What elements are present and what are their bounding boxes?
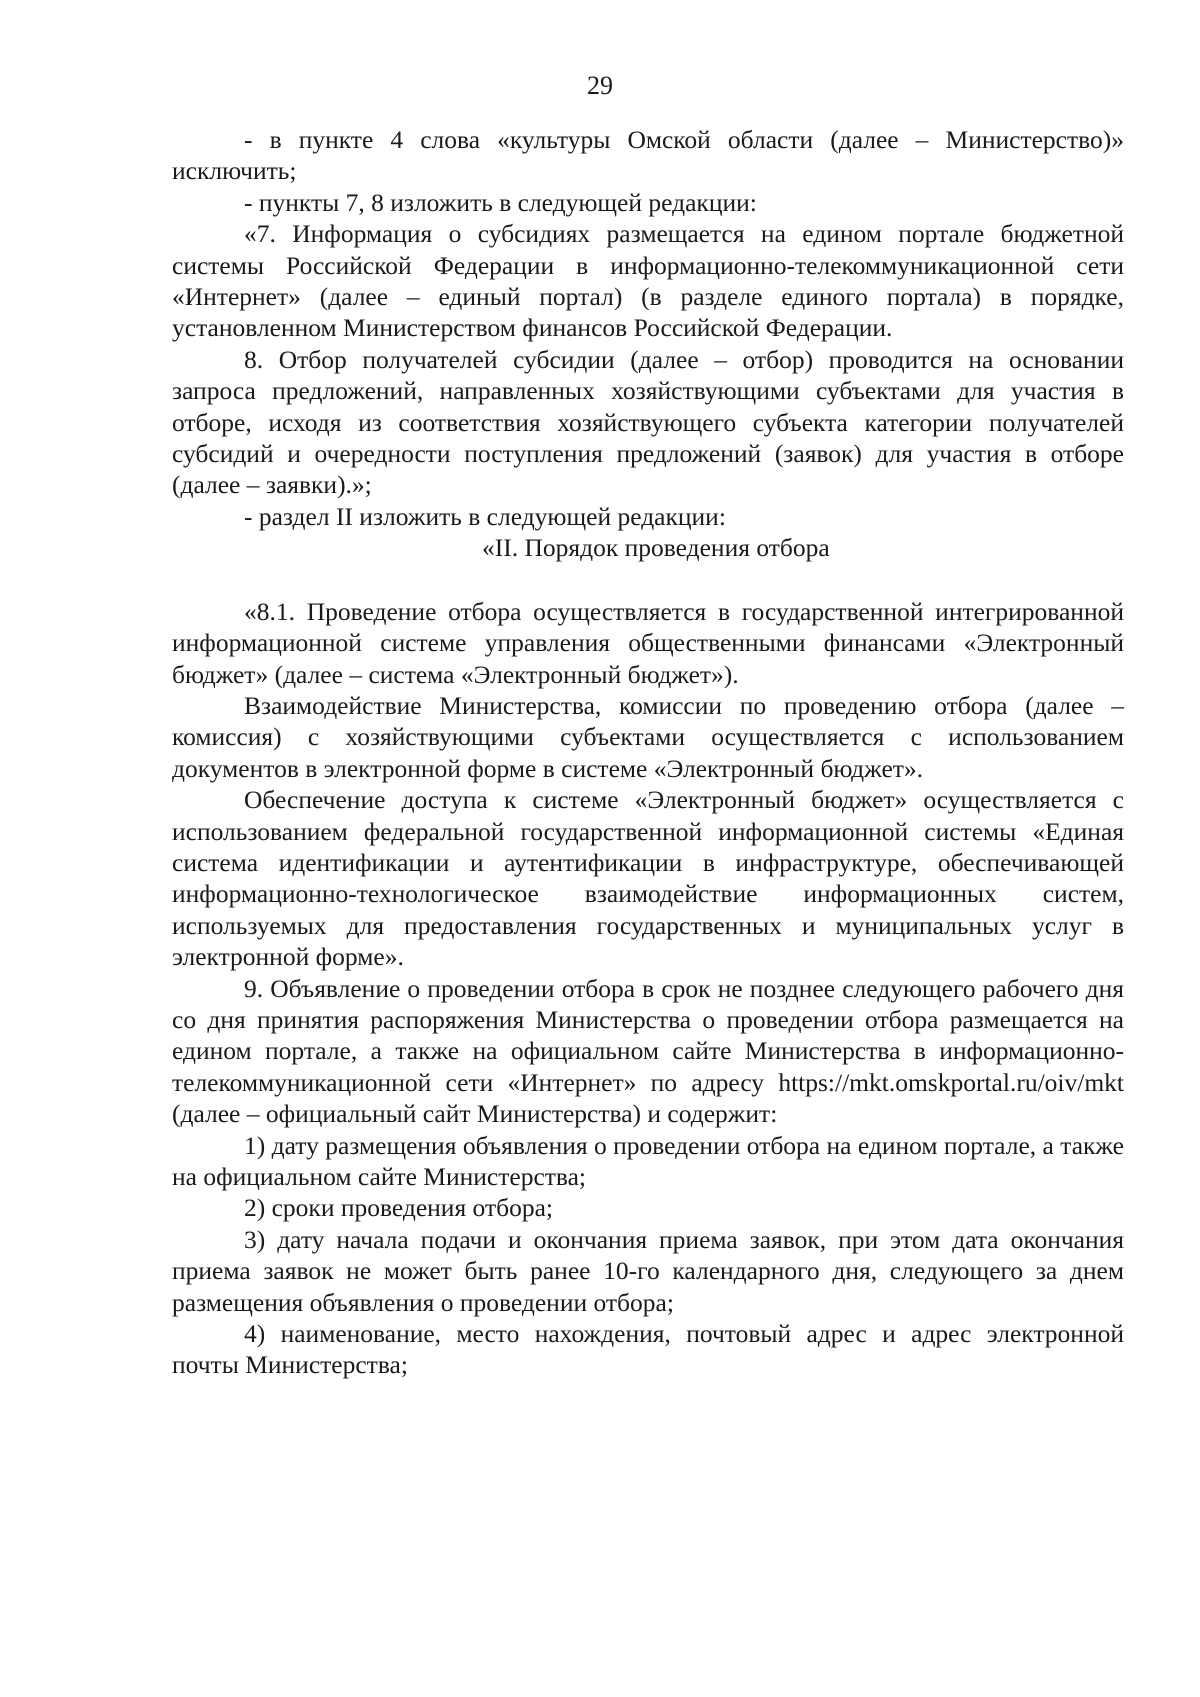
paragraph-amend-item-4: - в пункте 4 слова «культуры Омской области (далее – Министерство)» исключить; — [172, 125, 1124, 186]
paragraph-amend-items-7-8: - пункты 7, 8 изложить в следующей редакции: — [244, 187, 757, 217]
list-item: 3) дату начала подачи и окончания приема заявок, при этом дата окончания приема заявок не может быть ранее 10-го календарного дня, следующего за днем размещения объявления о проведении отбора; — [172, 1224, 1124, 1317]
list-item: 2) сроки проведения отбора; — [244, 1193, 553, 1223]
list-item: 1) дату размещения объявления о проведении отбора на едином портале, а также на официальном сайте Министерства; — [172, 1130, 1124, 1191]
list-item: 4) наименование, место нахождения, почтовый адрес и адрес электронной почты Министерства; — [172, 1319, 1124, 1380]
paragraph-access: Обеспечение доступа к системе «Электронный бюджет» осуществляется с использованием федеральной государственной информационной системы «Единая система идентификации и аутентификации в инфраструктуре, обеспечивающей информационно-технологическое взаимодействие информационных систем, используемых для предоставления государственных и муниципальных услуг в электронной форме». — [172, 785, 1124, 972]
page-number: 29 — [587, 71, 613, 100]
paragraph-interaction: Взаимодействие Министерства, комиссии по проведению отбора (далее – комиссия) с хозяйствующими субъектами осуществляется с использованием документов в электронной форме в системе «Электронный бюджет». — [172, 690, 1124, 783]
paragraph-item-8-1: «8.1. Проведение отбора осуществляется в государственной интегрированной информационной системе управления общественными финансами «Электронный бюджет» (далее – система «Электронный бюджет»). — [172, 596, 1124, 689]
paragraph-item-7: «7. Информация о субсидиях размещается на едином портале бюджетной системы Российской Федерации в информационно-телекоммуникационной сети «Интернет» (далее – единый портал) (в разделе единого портала) в порядке, установленном Министерством финансов Российской Федерации. — [172, 219, 1124, 343]
paragraph-item-9: 9. Объявление о проведении отбора в срок не позднее следующего рабочего дня со дня принятия распоряжения Министерства о проведении отбора размещается на едином портале, а также на официальном сайте Министерства в информационно-телекоммуникационной сети «Интернет» по адресу https://mkt.omskportal.ru/oiv/mkt (далее – официальный сайт Министерства) и содержит: — [172, 973, 1124, 1129]
paragraph-amend-section-2: - раздел II изложить в следующей редакции: — [244, 501, 726, 531]
section-heading: «II. Порядок проведения отбора — [482, 533, 830, 563]
paragraph-item-8: 8. Отбор получателей субсидии (далее – отбор) проводится на основании запроса предложений, направленных хозяйствующими субъектами для участия в отборе, исходя из соответствия хозяйствующего субъекта категории получателей субсидий и очередности поступления предложений (заявок) для участия в отборе (далее – заявки).»; — [172, 344, 1124, 500]
document-body — [172, 124, 1124, 1381]
